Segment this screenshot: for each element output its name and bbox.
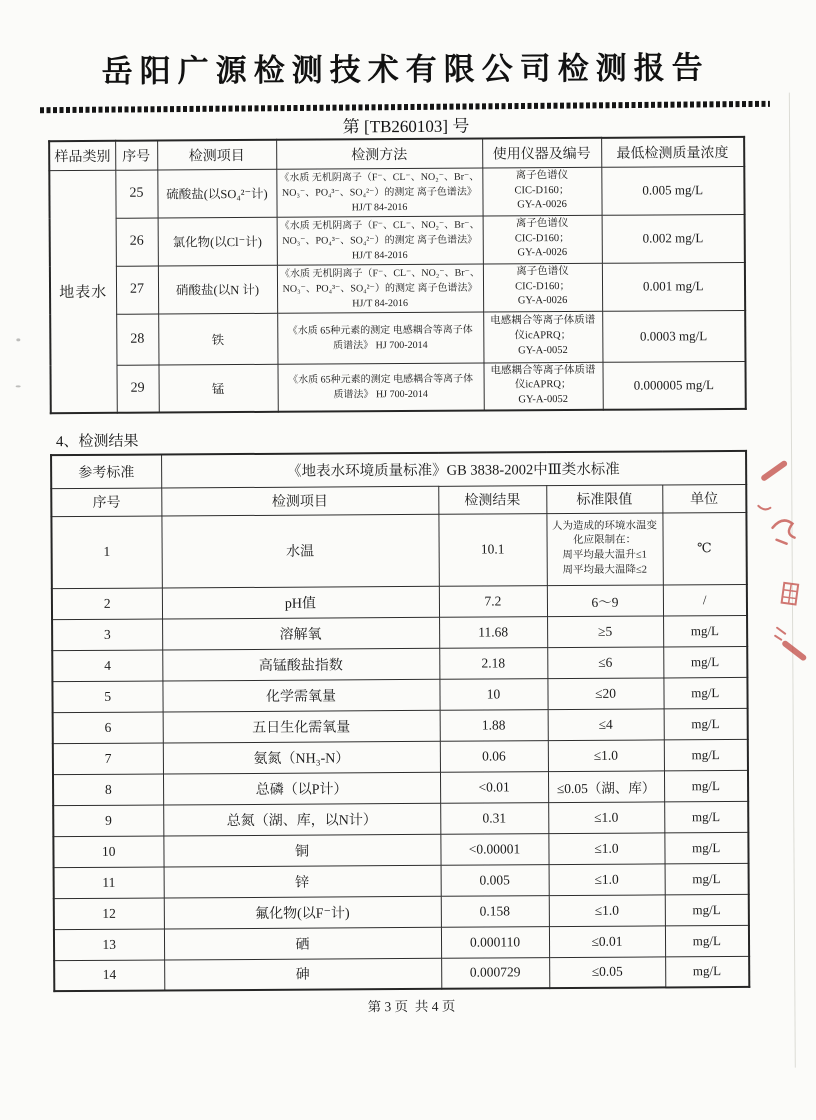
cell-limit: ≥5 xyxy=(547,615,663,647)
cell-limit: ≤1.0 xyxy=(549,894,665,926)
results-table xyxy=(50,450,750,992)
cell-item: 硝酸盐(以N 计) xyxy=(158,265,277,314)
cell-item: pH值 xyxy=(162,586,439,619)
cell-detection-limit: 0.000005 mg/L xyxy=(602,361,745,409)
table-row xyxy=(52,584,747,619)
cell-no: 9 xyxy=(53,805,163,837)
header-standard-limit: 标准限值 xyxy=(546,484,662,513)
cell-unit: mg/L xyxy=(665,956,749,988)
header-serial-number: 序号 xyxy=(115,141,157,170)
cell-instrument: 离子色谱仪 CIC-D160； GY-A-0026 xyxy=(482,167,601,216)
cell-detection-limit: 0.005 mg/L xyxy=(601,166,744,215)
cell-no: 26 xyxy=(116,218,158,266)
cell-unit: mg/L xyxy=(664,770,748,802)
cell-item: 五日生化需氧量 xyxy=(163,710,440,743)
table-row xyxy=(53,708,748,743)
cell-item: 氯化物(以Cl⁻计) xyxy=(158,217,277,266)
cell-unit: mg/L xyxy=(663,677,747,709)
cell-result: <0.00001 xyxy=(440,833,548,865)
reference-standard-value: 《地表水环境质量标准》GB 3838-2002中Ⅲ类水标准 xyxy=(161,451,746,488)
cell-no: 11 xyxy=(54,867,164,899)
header-test-item: 检测项目 xyxy=(157,140,276,170)
table-row xyxy=(52,677,747,712)
table-row xyxy=(53,832,748,867)
table-row xyxy=(53,801,748,836)
cell-no: 29 xyxy=(116,365,158,413)
cell-no: 12 xyxy=(54,898,164,930)
scan-speck xyxy=(16,338,20,341)
cell-item: 总磷（以P计） xyxy=(163,772,440,805)
header-test-result: 检测结果 xyxy=(438,485,546,514)
cell-limit: ≤0.05（湖、库） xyxy=(548,770,664,802)
cell-result: 0.158 xyxy=(441,895,549,927)
cell-limit: 6～9 xyxy=(547,584,663,616)
cell-method: 《水质 无机阴离子（F⁻、CL⁻、NO₂⁻、Br⁻、 NO₃⁻、PO₄³⁻、SO₄²⁻）的测定 离子色谱法》 HJ/T 84-2016 xyxy=(277,216,483,265)
header-instrument: 使用仪器及编号 xyxy=(482,138,601,168)
cell-item: 锌 xyxy=(164,865,441,898)
cell-unit: mg/L xyxy=(664,708,748,740)
cell-no: 28 xyxy=(116,314,158,365)
cell-result: 1.88 xyxy=(440,709,548,741)
cell-result: <0.01 xyxy=(440,771,548,803)
methods-table-header-row xyxy=(49,137,744,170)
cell-detection-limit: 0.001 mg/L xyxy=(602,262,745,311)
table-row xyxy=(52,615,747,650)
header-test-item: 检测项目 xyxy=(161,486,438,516)
table-row xyxy=(54,956,749,991)
cell-limit: ≤20 xyxy=(547,677,663,709)
cell-no: 4 xyxy=(52,650,162,682)
scan-speck xyxy=(16,385,21,387)
cell-no: 14 xyxy=(54,959,164,991)
cell-result: 2.18 xyxy=(439,647,547,679)
cell-no: 27 xyxy=(116,266,158,314)
table-row xyxy=(53,770,748,805)
cell-instrument: 电感耦合等离子体质谱 仪icAPRQ； GY-A-0052 xyxy=(483,362,602,410)
cell-no: 3 xyxy=(52,619,162,651)
cell-item: 总氮（湖、库，以N计） xyxy=(163,803,440,836)
cell-result: 0.000729 xyxy=(441,957,549,989)
table-row xyxy=(51,512,746,588)
cell-limit: ≤4 xyxy=(548,708,664,740)
cell-result: 0.000110 xyxy=(441,926,549,958)
cell-limit: ≤1.0 xyxy=(548,739,664,771)
cell-item: 铁 xyxy=(158,313,277,365)
cell-method: 《水质 无机阴离子（F⁻、CL⁻、NO₂⁻、Br⁻、 NO₃⁻、PO₄³⁻、SO₄²⁻）的测定 离子色谱法》 HJ/T 84-2016 xyxy=(276,168,482,217)
table-row xyxy=(50,310,745,365)
cell-no: 1 xyxy=(51,516,161,589)
cell-instrument: 电感耦合等离子体质谱 仪icAPRQ； GY-A-0052 xyxy=(483,311,602,363)
cell-no: 7 xyxy=(53,743,163,775)
cell-result: 0.31 xyxy=(440,802,548,834)
cell-unit: mg/L xyxy=(665,894,749,926)
table-row xyxy=(54,925,749,960)
cell-item: 溶解氧 xyxy=(162,617,439,650)
reference-standard-label: 参考标准 xyxy=(51,455,161,489)
cell-no: 6 xyxy=(53,712,163,744)
cell-item: 高锰酸盐指数 xyxy=(162,648,439,681)
results-table-header-row xyxy=(51,484,746,516)
document-number: 第 [TB260103] 号 xyxy=(342,116,470,137)
table-row xyxy=(50,262,745,314)
cell-unit: mg/L xyxy=(663,646,747,678)
table-row xyxy=(53,739,748,774)
cell-detection-limit: 0.002 mg/L xyxy=(602,214,745,263)
cell-item: 硫酸盐(以SO₄²⁻计) xyxy=(157,169,276,218)
cell-limit: ≤0.01 xyxy=(549,925,665,957)
cell-no: 25 xyxy=(115,170,157,218)
cell-no: 2 xyxy=(52,588,162,620)
cell-no: 8 xyxy=(53,774,163,806)
table-row xyxy=(54,863,749,898)
cell-limit: ≤1.0 xyxy=(549,863,665,895)
cell-unit: mg/L xyxy=(664,832,748,864)
header-serial-number: 序号 xyxy=(51,488,161,517)
cell-unit: mg/L xyxy=(664,739,748,771)
section-title: 4、检测结果 xyxy=(55,433,139,451)
reference-standard-row xyxy=(51,451,746,488)
cell-result: 10 xyxy=(439,678,547,710)
cell-no: 10 xyxy=(53,836,163,868)
table-row xyxy=(49,166,744,218)
sample-category-cell: 地表水 xyxy=(49,170,116,413)
cell-method: 《水质 无机阴离子（F⁻、CL⁻、NO₂⁻、Br⁻、 NO₃⁻、PO₄³⁻、SO₄²⁻）的测定 离子色谱法》 HJ/T 84-2016 xyxy=(277,264,483,313)
cell-unit: ℃ xyxy=(662,512,746,585)
table-row xyxy=(52,646,747,681)
header-test-method: 检测方法 xyxy=(276,139,482,169)
cell-no: 5 xyxy=(52,681,162,713)
page-number: 第 3 页 共 4 页 xyxy=(367,998,456,1015)
cell-no: 13 xyxy=(54,928,164,960)
cell-method: 《水质 65种元素的测定 电感耦合等离子体 质谱法》 HJ 700-2014 xyxy=(277,363,483,412)
red-stamp-fragment-icon xyxy=(750,436,813,661)
table-row xyxy=(50,361,745,413)
table-row xyxy=(54,894,749,929)
cell-unit: / xyxy=(663,584,747,616)
header-unit: 单位 xyxy=(662,484,746,513)
cell-item: 氨氮（NH₃-N） xyxy=(163,741,440,774)
cell-item: 氟化物(以F⁻计) xyxy=(164,896,441,929)
cell-limit: 人为造成的环境水温变 化应限制在： 周平均最大温升≤1 周平均最大温降≤2 xyxy=(546,512,662,585)
cell-detection-limit: 0.0003 mg/L xyxy=(602,310,745,362)
table-row xyxy=(50,214,745,266)
cell-unit: mg/L xyxy=(665,925,749,957)
cell-unit: mg/L xyxy=(663,615,747,647)
cell-item: 水温 xyxy=(161,514,438,588)
cell-limit: ≤0.05 xyxy=(549,956,665,988)
cell-limit: ≤6 xyxy=(547,646,663,678)
cell-instrument: 离子色谱仪 CIC-D160； GY-A-0026 xyxy=(483,215,602,264)
header-sample-category: 样品类别 xyxy=(49,141,115,170)
cell-unit: mg/L xyxy=(664,801,748,833)
cell-result: 10.1 xyxy=(438,513,546,586)
cell-limit: ≤1.0 xyxy=(548,832,664,864)
cell-item: 砷 xyxy=(164,958,441,991)
cell-result: 0.06 xyxy=(440,740,548,772)
cell-instrument: 离子色谱仪 CIC-D160； GY-A-0026 xyxy=(483,263,602,312)
methods-table xyxy=(48,136,747,414)
cell-item: 铜 xyxy=(163,834,440,867)
report-title: 岳阳广源检测技术有限公司检测报告 xyxy=(101,50,710,90)
cell-item: 硒 xyxy=(164,927,441,960)
cell-result: 7.2 xyxy=(439,585,547,617)
cell-method: 《水质 65种元素的测定 电感耦合等离子体 质谱法》 HJ 700-2014 xyxy=(277,312,483,364)
header-detection-limit: 最低检测质量浓度 xyxy=(601,137,744,167)
cell-item: 锰 xyxy=(158,364,277,412)
cell-unit: mg/L xyxy=(665,863,749,895)
cell-limit: ≤1.0 xyxy=(548,801,664,833)
cell-result: 0.005 xyxy=(441,864,549,896)
cell-result: 11.68 xyxy=(439,616,547,648)
cell-item: 化学需氧量 xyxy=(162,679,439,712)
